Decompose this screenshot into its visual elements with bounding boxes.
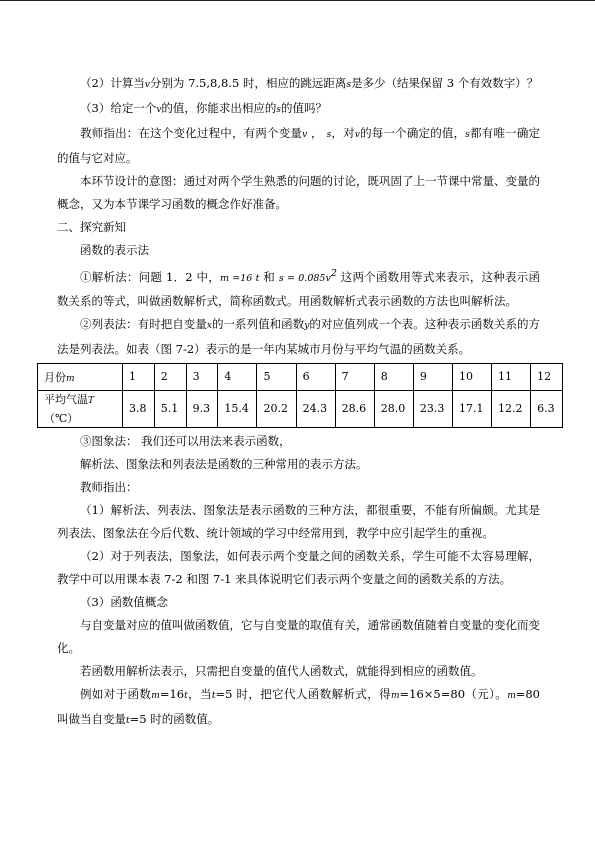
teacher-point-3: （3）函数值概念 — [80, 594, 168, 609]
table-cell: 28.0 — [374, 390, 413, 427]
design-intent: 本环节设计的意图：通过对两个学生熟悉的问题的讨论，既巩固了上一节课中常量、变量的概念，又为本节课学习函数的概念作好准备。 — [57, 174, 540, 211]
function-value-analytic: 若函数用解析法表示，只需把自变量的值代人函数式，就能得到相应的函数值。 — [80, 663, 483, 678]
table-header-temperature: 平均气温T （℃） — [38, 390, 123, 427]
table-cell: 17.1 — [452, 390, 491, 427]
teacher-note-2-heading: 教师指出： — [80, 479, 138, 494]
section-heading: 二、探究新知 — [57, 220, 126, 234]
question-2: （2）计算当v分别为 7.5,8,8.5 时，相应的跳远距离s是多少（结果保留 3 个有效数字）？ — [80, 76, 539, 90]
table-cell: 6.3 — [531, 390, 563, 427]
table-cell: 24.3 — [296, 390, 335, 427]
table-cell: 5.1 — [154, 390, 186, 427]
table-cell: 2 — [154, 363, 186, 390]
graph-method: ③图象法： 我们还可以用法来表示函数， — [80, 433, 291, 448]
analytic-method: ①解析法：问题 1．2 中，m =16 t 和 $s = 0.085v^2$ 这两个函数用等式来表示，这种表示函数关系的等式，叫做函数解析式，简称函数式。用函数解析式表示函数的方法也叫解析法。 — [57, 268, 540, 308]
question-3: （3）给定一个v的值，你能求出相应的s的值吗？ — [80, 101, 328, 115]
teacher-note-1: 教师指出：在这个变化过程中，有两个变量v ， s，对v的每一个确定的值，s都有唯一确定的值与它对应。 — [57, 126, 541, 165]
table-cell: 12.2 — [492, 390, 531, 427]
function-value-example: 例如对于函数m=16t，当t=5 时，把它代人函数解析式，得m=16×5=80（元）。m=80 叫做当自变量t=5 时的函数值。 — [57, 686, 541, 726]
table-cell: 11 — [492, 363, 531, 390]
table-cell: 23.3 — [413, 390, 452, 427]
table-cell: 9 — [413, 363, 452, 390]
table-row-temperatures — [38, 390, 563, 427]
table-cell: 28.6 — [335, 390, 374, 427]
function-value-definition: 与自变量对应的值叫做函数值，它与自变量的取值有关，通常函数值随着自变量的变化而变化。 — [57, 617, 540, 655]
table-cell: 8 — [374, 363, 413, 390]
teacher-point-2: （2）对于列表法，图象法，如何表示两个变量之间的函数关系，学生可能不太容易理解，教学中可以用课本表 7-2 和图 7-1 来具体说明它们表示两个变量之间的函数关系的方法。 — [57, 548, 540, 586]
table-row-months — [38, 363, 563, 390]
table-cell: 3 — [186, 363, 218, 390]
table-header-month: 月份m — [38, 363, 123, 390]
teacher-point-1: （1）解析法、列表法、图象法是表示函数的三种方法，都很重要，不能有所偏颇。尤其是列表法、图象法在今后代数、统计领域的学习中经常用到，教学中应引起学生的重视。 — [57, 502, 540, 540]
document-page — [44, 72, 555, 733]
list-method: ②列表法：有时把自变量x的一系列值和函数y的对应值列成一个表。这种表示函数关系的方法是列表法。如表（图 7-2）表示的是一年内某城市月份与平均气温的函数关系。 — [57, 316, 541, 356]
table-cell: 20.2 — [257, 390, 296, 427]
table-cell: 3.8 — [123, 390, 155, 427]
table-cell: 15.4 — [218, 390, 257, 427]
table-cell: 4 — [218, 363, 257, 390]
table-cell: 7 — [335, 363, 374, 390]
temperature-table — [37, 363, 563, 428]
subsection-title: 函数的表示法 — [80, 243, 149, 257]
page-top-rule — [0, 0, 595, 1]
table-cell: 1 — [123, 363, 155, 390]
table-cell: 6 — [296, 363, 335, 390]
table-cell: 5 — [257, 363, 296, 390]
table-cell: 9.3 — [186, 390, 218, 427]
table-cell: 12 — [531, 363, 563, 390]
three-methods-summary: 解析法、图象法和列表法是函数的三种常用的表示方法。 — [80, 456, 368, 471]
table-cell: 10 — [452, 363, 491, 390]
